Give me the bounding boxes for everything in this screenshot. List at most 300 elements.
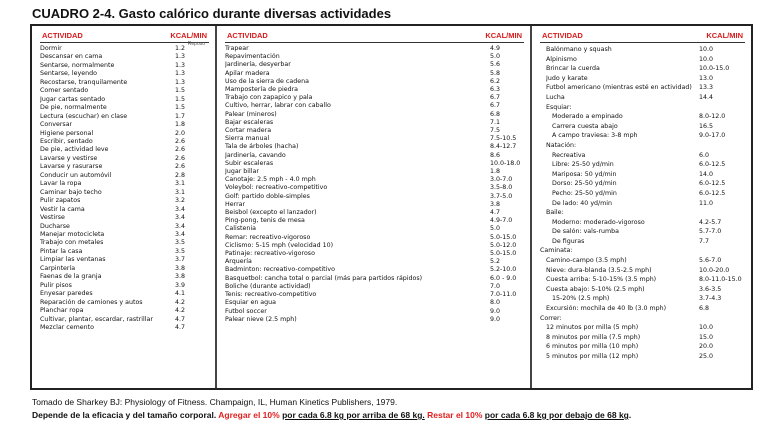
table-row	[540, 103, 745, 113]
kcal-cell: 5.6-7.0	[699, 257, 722, 265]
activity-cell: De lado: 40 yd/min	[552, 199, 613, 207]
activity-header: ACTIVIDAD	[227, 31, 268, 40]
kcal-cell: 9.0	[490, 307, 501, 315]
kcal-cell: 1.8	[175, 121, 186, 129]
activity-cell: Ciclismo: 5-15 mph (velocidad 10)	[225, 241, 334, 249]
table-row	[225, 225, 524, 233]
kcal-cell: 1.3	[175, 78, 186, 86]
kcal-cell: 10.0	[699, 55, 714, 63]
kcal-cell: 1.3	[175, 53, 186, 61]
activity-cell: Sentarse, normalmente	[40, 61, 115, 69]
activity-cell: Caminata:	[540, 247, 573, 255]
table-row	[225, 102, 524, 110]
activity-cell: Balónmano y squash	[546, 46, 612, 53]
activity-cell: Palear nieve (2.5 mph)	[225, 315, 297, 323]
table-row	[540, 256, 745, 266]
activity-cell: Moderno: moderado-vigoroso	[552, 218, 645, 226]
activity-cell: Reparación de camiones y autos	[40, 298, 143, 306]
kcal-cell: 11.0	[699, 199, 714, 207]
table-row	[40, 62, 209, 70]
kcal-cell: 5.0	[490, 225, 501, 233]
kcal-cell: 5.0	[490, 53, 501, 61]
table-row	[225, 152, 524, 160]
table-row	[40, 45, 209, 53]
activity-cell: Esquiar:	[546, 103, 572, 111]
calorie-table	[30, 24, 753, 390]
kcal-cell: 3.7	[175, 256, 186, 264]
table-row	[40, 146, 209, 154]
table-row	[225, 209, 524, 217]
activity-cell: Basquetbol: cancha total o parcial (más para partidos rápidos)	[225, 274, 423, 282]
kcal-cell: 20.0	[699, 343, 714, 351]
activity-cell: Arquería	[225, 258, 252, 266]
kcal-cell	[695, 314, 745, 324]
table-row	[540, 74, 745, 84]
table-row	[225, 78, 524, 86]
activity-cell: Vestir la cama	[40, 205, 85, 213]
table-row	[40, 197, 209, 205]
activity-cell: Mezclar cemento	[40, 323, 94, 331]
activity-cell: Futbol soccer	[225, 307, 267, 315]
kcal-cell: 4.9	[490, 45, 501, 52]
table-row	[540, 55, 745, 65]
kcal-cell: 6.0-12.5	[699, 189, 726, 197]
table-row	[540, 342, 745, 352]
table-row	[225, 135, 524, 143]
activity-header: ACTIVIDAD	[42, 31, 83, 40]
activity-cell: De pie, normalmente	[40, 104, 107, 112]
activity-cell: Enyesar paredes	[40, 290, 93, 298]
activity-cell: Excursión: mochila de 40 lb (3.0 mph)	[546, 305, 667, 313]
activity-cell: Higiene personal	[40, 129, 94, 137]
activity-cell: Lavarse y rasurarse	[40, 163, 103, 171]
activity-cell: Pulir pisos	[40, 281, 72, 289]
table-row	[225, 184, 524, 192]
kcal-cell	[695, 246, 745, 256]
kcal-cell: 3.5-8.0	[490, 184, 513, 192]
kcal-cell: 3.0-7.0	[490, 176, 513, 184]
table-row	[40, 96, 209, 104]
activity-cell: Pulir zapatos	[40, 197, 81, 205]
table-row	[225, 111, 524, 119]
kcal-cell: 3.8	[175, 273, 186, 281]
kcal-cell: 2.0	[175, 129, 186, 137]
kcal-cell: 7.7	[699, 237, 710, 245]
column-header	[40, 30, 209, 43]
activity-cell: Lucha	[546, 93, 565, 101]
activity-cell: Sierra manual	[225, 135, 270, 143]
table-row	[540, 141, 745, 151]
kcal-cell: 5.7-7.0	[699, 228, 722, 236]
kcal-cell: 2.6	[175, 146, 186, 154]
table-row	[40, 223, 209, 231]
activity-cell: Uso de la sierra de cadena	[225, 77, 309, 85]
table-row	[40, 163, 209, 171]
kcal-cell: 6.0	[699, 151, 710, 159]
kcal-cell: 5.0-15.0	[490, 250, 517, 258]
kcal-cell	[695, 208, 745, 218]
table-row	[40, 282, 209, 290]
kcal-cell: 2.6	[175, 137, 186, 145]
rows-col-1	[40, 45, 209, 332]
table-row	[225, 119, 524, 127]
activity-cell: Bajar escaleras	[225, 118, 274, 126]
table-row	[225, 316, 524, 324]
activity-cell: Jardinería, desyerbar	[225, 61, 291, 69]
activity-cell: Jugar billar	[225, 168, 259, 176]
kcal-cell: 6.3	[490, 86, 501, 94]
table-column-1	[32, 26, 217, 388]
table-row	[225, 61, 524, 69]
activity-cell: Esquiar en agua	[225, 299, 277, 307]
source-citation: Tomado de Sharkey BJ: Physiology of Fitness. Champaign, IL, Human Kinetics Publishers, 1979.	[32, 397, 398, 407]
table-row	[540, 227, 745, 237]
table-row	[40, 214, 209, 222]
table-row	[540, 160, 745, 170]
kcal-cell: 10.0	[699, 324, 714, 332]
kcal-cell: 3.8	[175, 264, 186, 272]
activity-cell: Ping-pong, tenis de mesa	[225, 217, 305, 225]
table-row	[40, 79, 209, 87]
kcal-cell: 2.6	[175, 163, 186, 171]
activity-header: ACTIVIDAD	[542, 31, 583, 40]
table-row	[540, 83, 745, 93]
kcal-cell: 3.5	[175, 247, 186, 255]
kcal-cell: 3.6-3.5	[699, 285, 722, 293]
activity-cell: Cultivo, herrar, labrar con caballo	[225, 102, 331, 110]
activity-cell: Boliche (durante actividad)	[225, 282, 311, 290]
kcal-cell: 3.8	[490, 200, 501, 208]
kcal-cell: 2.6	[175, 154, 186, 162]
activity-cell: Judo y karate	[546, 74, 588, 82]
kcal-cell: 3.5	[175, 239, 186, 247]
table-row	[40, 70, 209, 78]
table-row	[40, 231, 209, 239]
table-row	[225, 308, 524, 316]
kcal-cell: 7.0-11.0	[490, 291, 517, 299]
kcal-cell: 14.0	[699, 170, 714, 178]
table-row	[225, 143, 524, 151]
kcal-cell: 1.7	[175, 112, 186, 120]
kcal-cell: 13.0	[699, 74, 714, 82]
sub-rest: por cada 6.8 kg por debajo de 68 kg	[484, 410, 629, 420]
table-row	[40, 189, 209, 197]
table-row	[225, 53, 524, 61]
kcal-cell: 6.0-12.5	[699, 180, 726, 188]
kcal-cell: 7.0	[490, 282, 501, 290]
kcal-cell: 9.0-17.0	[699, 132, 726, 140]
kcal-cell: 7.5-10.5	[490, 135, 517, 143]
kcal-header: KCAL/MIN	[485, 31, 522, 40]
kcal-cell: 10.0-18.0	[490, 159, 521, 167]
table-row	[40, 206, 209, 214]
adjustment-note	[32, 409, 762, 422]
activity-cell: Lavarse y vestirse	[40, 154, 98, 162]
activity-cell: Conducir un automóvil	[40, 171, 112, 179]
activity-cell: 6 minutos por milla (10 mph)	[546, 343, 639, 351]
kcal-cell: 1.3	[175, 70, 186, 78]
kcal-cell: 25.0	[699, 353, 714, 360]
table-row	[40, 316, 209, 324]
activity-cell: De pie, actividad leve	[40, 146, 109, 154]
kcal-cell: 3.7-4.3	[699, 295, 722, 303]
kcal-cell: 8.0-12.0	[699, 113, 726, 121]
activity-cell: Cultivar, plantar, escardar, rastrillar	[40, 315, 153, 323]
kcal-cell: 3.7-5.0	[490, 192, 513, 200]
kcal-cell: 8.6	[490, 151, 501, 159]
table-row	[40, 239, 209, 247]
activity-cell: Mariposa: 50 yd/min	[552, 170, 617, 178]
activity-cell: Remar: recreativo-vigoroso	[225, 233, 311, 241]
table-row	[40, 130, 209, 138]
activity-cell: Comer sentado	[40, 87, 89, 95]
kcal-cell: 3.1	[175, 180, 186, 188]
kcal-cell: 6.2	[490, 77, 501, 85]
kcal-cell	[695, 141, 745, 151]
activity-cell: Dorso: 25-50 yd/min	[552, 180, 617, 188]
activity-cell: Jugar cartas sentado	[40, 95, 106, 103]
kcal-cell: 6.0-12.5	[699, 161, 726, 169]
activity-cell: Conversar	[40, 121, 73, 129]
activity-cell: Faenas de la granja	[40, 273, 102, 281]
table-row	[225, 127, 524, 135]
table-row	[40, 248, 209, 256]
table-row	[540, 199, 745, 209]
table-row	[40, 299, 209, 307]
table-row	[540, 170, 745, 180]
kcal-cell: 5.6	[490, 61, 501, 69]
kcal-cell: 3.2	[175, 197, 186, 205]
table-row	[540, 333, 745, 343]
kcal-cell: 6.8	[490, 110, 501, 118]
table-column-3	[532, 26, 751, 388]
table-row	[40, 256, 209, 264]
activity-cell: 12 minutos por milla (5 mph)	[546, 324, 639, 332]
note-start: Depende de la eficacia y del tamaño corporal.	[32, 410, 217, 420]
table-row	[40, 113, 209, 121]
activity-cell: Carrera cuesta abajo	[552, 122, 618, 130]
kcal-cell: 5.2	[490, 258, 501, 266]
table-row	[540, 64, 745, 74]
kcal-cell: 7.1	[490, 118, 501, 126]
activity-cell: Canotaje: 2.5 mph - 4.0 mph	[225, 176, 316, 184]
table-row	[540, 179, 745, 189]
table-row	[540, 246, 745, 256]
page-title: CUADRO 2-4. Gasto calórico durante diversas actividades	[32, 6, 392, 21]
table-row	[225, 168, 524, 176]
kcal-cell: 7.5	[490, 127, 501, 135]
kcal-cell: 6.7	[490, 102, 501, 110]
kcal-cell: 1.2	[175, 45, 186, 52]
activity-cell: Badminton: recreativo-competitivo	[225, 266, 335, 274]
activity-cell: Tala de árboles (hacha)	[225, 143, 299, 151]
activity-cell: Baile:	[546, 209, 564, 217]
kcal-cell: 8.0-11.0-15.0	[699, 276, 742, 284]
activity-cell: Dormir	[40, 45, 62, 52]
kcal-cell: 4.7	[175, 323, 186, 331]
activity-cell: Mampostería de piedra	[225, 86, 299, 94]
activity-cell: Camino-campo (3.5 mph)	[546, 257, 627, 265]
table-row	[225, 250, 524, 258]
table-row	[540, 151, 745, 161]
table-row	[225, 70, 524, 78]
kcal-cell: 14.4	[699, 93, 714, 101]
table-row	[40, 121, 209, 129]
column-header	[540, 30, 745, 43]
table-row	[540, 275, 745, 285]
activity-cell: Vestirse	[40, 214, 65, 222]
table-row	[40, 273, 209, 281]
activity-cell: Cortar madera	[225, 127, 272, 135]
table-row	[540, 266, 745, 276]
activity-cell: Planchar ropa	[40, 307, 84, 315]
activity-cell: Brincar la cuerda	[546, 65, 600, 73]
kcal-cell	[695, 103, 745, 113]
kcal-cell: 10.0-20.0	[699, 266, 730, 274]
kcal-cell: 2.8	[175, 171, 186, 179]
activity-cell: A campo traviesa: 3-8 mph	[552, 132, 638, 140]
kcal-cell: 4.9-7.0	[490, 217, 513, 225]
activity-cell: Nieve: dura-blanda (3.5-2.5 mph)	[546, 266, 652, 274]
kcal-cell: 1.5	[175, 104, 186, 112]
kcal-cell: 3.4	[175, 205, 186, 213]
activity-cell: Natación:	[546, 141, 577, 149]
table-row	[225, 86, 524, 94]
table-row	[540, 314, 745, 324]
table-row	[540, 285, 745, 295]
kcal-cell: 5.0-15.0	[490, 233, 517, 241]
table-row	[40, 172, 209, 180]
table-row	[540, 112, 745, 122]
activity-cell: Escribir, sentado	[40, 137, 93, 145]
kcal-cell: 16.5	[699, 122, 714, 130]
activity-cell: Manejar motocicleta	[40, 230, 105, 238]
final-period: .	[628, 410, 632, 420]
table-row	[225, 299, 524, 307]
kcal-cell: 8.4-12.7	[490, 143, 517, 151]
table-row	[40, 104, 209, 112]
activity-cell: Tenis: recreativo-competitivo	[225, 291, 317, 299]
table-row	[540, 93, 745, 103]
kcal-cell: 3.4	[175, 230, 186, 238]
table-row	[40, 265, 209, 273]
activity-cell: Lectura (escuchar) en clase	[40, 112, 128, 120]
table-row	[540, 208, 745, 218]
kcal-cell: 6.7	[490, 94, 501, 102]
table-row	[40, 307, 209, 315]
table-row	[40, 138, 209, 146]
table-row	[40, 53, 209, 61]
table-row	[540, 323, 745, 333]
sub-percent: Restar el 10%	[427, 410, 483, 420]
activity-cell: Futbol americano (mientras esté en actividad)	[546, 84, 692, 92]
kcal-cell: 4.7	[490, 209, 501, 217]
kcal-cell: 6.0 - 9.0	[490, 274, 517, 282]
activity-cell: Lavar la ropa	[40, 180, 82, 188]
table-row	[540, 122, 745, 132]
activity-cell: Voleybol: recreativo-competitivo	[225, 184, 328, 192]
activity-cell: De salón: vals-rumba	[552, 228, 620, 236]
table-row	[40, 155, 209, 163]
kcal-cell: 3.4	[175, 214, 186, 222]
activity-cell: Trabajo con zapapico y pala	[225, 94, 313, 102]
activity-cell: 5 minutos por milla (12 mph)	[546, 353, 639, 360]
table-row	[225, 176, 524, 184]
column-subheader: Reposo	[187, 41, 205, 47]
activity-cell: Descansar en cama	[40, 53, 103, 61]
kcal-cell: 10.0-15.0	[699, 65, 730, 73]
kcal-cell: 3.4	[175, 222, 186, 230]
table-row	[225, 234, 524, 242]
kcal-header: KCAL/MIN	[170, 31, 207, 40]
table-row	[225, 94, 524, 102]
kcal-cell: 9.0	[490, 315, 501, 323]
activity-cell: Correr:	[540, 314, 562, 322]
kcal-cell: 3.1	[175, 188, 186, 196]
kcal-cell: 1.5	[175, 87, 186, 95]
table-row	[40, 290, 209, 298]
table-row	[540, 189, 745, 199]
table-row	[540, 237, 745, 247]
table-row	[225, 275, 524, 283]
activity-cell: Beisbol (excepto el lanzador)	[225, 209, 317, 217]
table-row	[40, 87, 209, 95]
table-row	[540, 352, 745, 362]
table-row	[225, 258, 524, 266]
kcal-cell: 4.2	[175, 298, 186, 306]
activity-cell: Libre: 25-50 yd/min	[552, 161, 614, 169]
activity-cell: Moderado a empinado	[552, 113, 623, 121]
activity-cell: Caminar bajo techo	[40, 188, 102, 196]
activity-cell: Calistenia	[225, 225, 256, 233]
table-row	[540, 304, 745, 314]
table-row	[40, 324, 209, 332]
activity-cell: Apilar madera	[225, 69, 270, 77]
kcal-cell: 4.1	[175, 290, 186, 298]
activity-cell: 8 minutos por milla (7.5 mph)	[546, 333, 641, 341]
add-percent: Agregar el 10%	[218, 410, 280, 420]
table-row	[225, 291, 524, 299]
table-column-2	[217, 26, 532, 388]
column-header	[225, 30, 524, 43]
kcal-cell: 1.3	[175, 61, 186, 69]
activity-cell: 15-20% (2.5 mph)	[552, 295, 610, 303]
add-rest: por cada 6.8 kg por arriba de 68 kg.	[282, 410, 425, 420]
table-row	[540, 294, 745, 304]
activity-cell: Golf: partido doble-simples	[225, 192, 310, 200]
kcal-cell: 13.3	[699, 84, 714, 92]
kcal-cell: 5.0-12.0	[490, 241, 517, 249]
table-row	[540, 45, 745, 55]
table-row	[540, 218, 745, 228]
activity-cell: Herrar	[225, 200, 246, 208]
activity-cell: Trabajo con metales	[40, 239, 104, 247]
activity-cell: Trapear	[225, 45, 249, 52]
activity-cell: Alpinismo	[546, 55, 577, 63]
table-row	[225, 45, 524, 53]
kcal-cell: 8.0	[490, 299, 501, 307]
activity-cell: Ducharse	[40, 222, 70, 230]
activity-cell: Subir escaleras	[225, 159, 274, 167]
table-row	[225, 193, 524, 201]
kcal-cell: 4.2	[175, 307, 186, 315]
activity-cell: Pecho: 25-50 yd/min	[552, 189, 617, 197]
activity-cell: Recreativa	[552, 151, 586, 159]
kcal-header: KCAL/MIN	[706, 31, 743, 40]
table-row	[225, 283, 524, 291]
kcal-cell: 10.0	[699, 46, 714, 53]
rows-col-2	[225, 45, 524, 324]
